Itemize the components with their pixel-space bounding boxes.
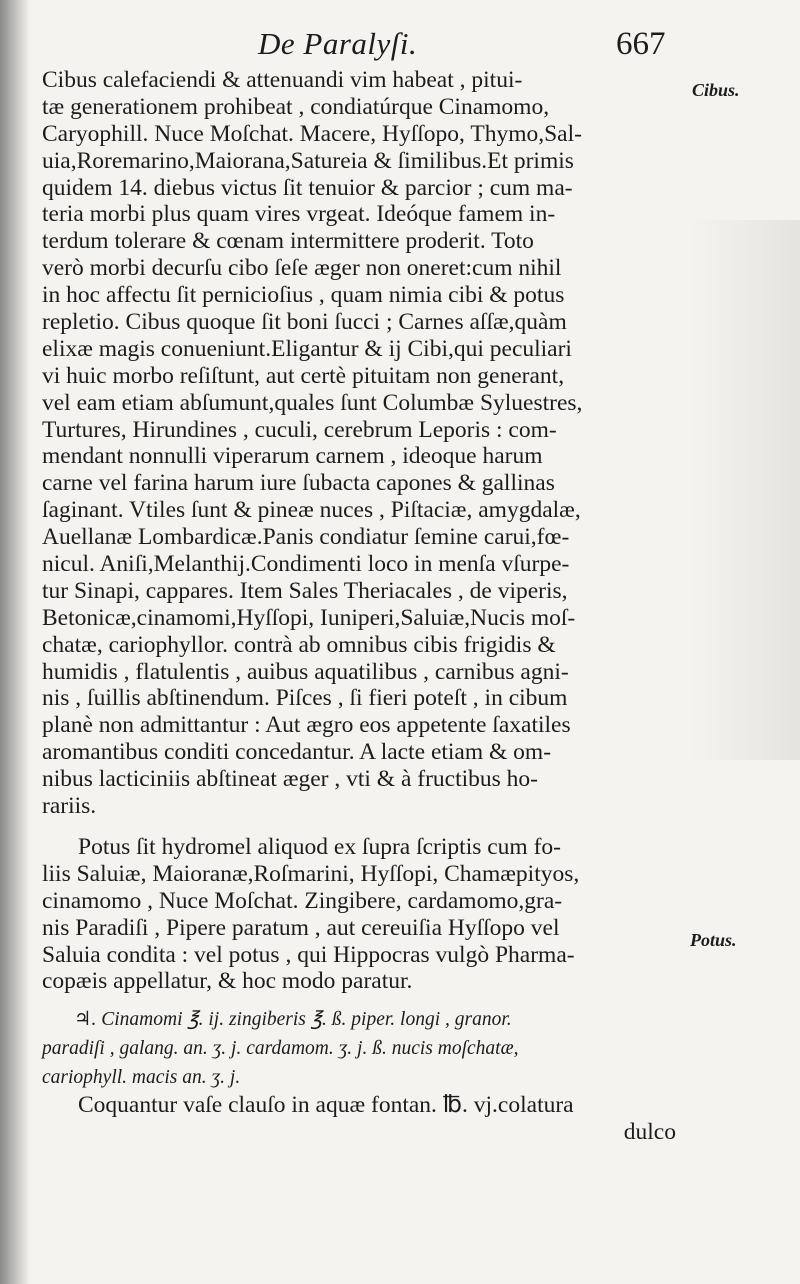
catchword: dulco: [623, 1119, 676, 1146]
potus-line: liis Saluiæ, Maioranæ,Roſmarini, Hyſſopi, Chamæpityos,: [42, 860, 580, 887]
body-text: [42, 67, 684, 1146]
text-line: nis , ſuillis abſtinendum. Piſces , ſi fieri poteſt , in cibum: [42, 685, 568, 712]
closing-line: Coquantur vaſe clauſo in aquæ fontan. ℔. vj.colatura: [78, 1092, 574, 1119]
text-line: repletio. Cibus quoque ſit boni ſucci ; Carnes aſſæ,quàm: [42, 309, 567, 336]
text-line: rariis.: [42, 793, 97, 820]
text-line: tæ generationem prohibeat , condiatúrque Cinamomo,: [42, 93, 550, 120]
page-number: 667: [616, 26, 666, 62]
text-line: Turtures, Hirundines , cuculi, cerebrum Leporis : com-: [42, 416, 557, 443]
text-line: chatæ, cariophyllor. contrà ab omnibus cibis frigidis &: [42, 631, 556, 658]
text-line: terdum tolerare & cœnam intermittere proderit. Toto: [42, 228, 534, 255]
page-gutter-shadow: [0, 0, 30, 1284]
text-line: mendant nonnulli viperarum carnem , ideoque harum: [42, 443, 543, 470]
text-line: carne vel farina harum iure ſubacta capones & gallinas: [42, 470, 555, 497]
running-head: De Paralyſi.: [258, 26, 418, 61]
text-line: Cibus calefaciendi & attenuandi vim habeat , pitui-: [42, 67, 523, 93]
text-line: aromantibus conditi concedantur. A lacte etiam & om-: [42, 739, 552, 766]
recipe-line: ♃. Cinamomi ℥. ij. zingiberis ℥. ß. piper. longi , granor.: [74, 1009, 512, 1031]
text-line: Auellanæ Lombardicæ.Panis condiatur ſemine carui,fœ-: [42, 524, 570, 551]
potus-line: Saluia condita : vel potus , qui Hippocras vulgò Pharma-: [42, 941, 575, 968]
text-line: uia,Roremarino,Maiorana,Satureia & ſimilibus.Et primis: [42, 147, 574, 174]
recipe-block: [42, 1005, 684, 1092]
text-line: planè non admittantur : Aut ægro eos appetente ſaxatiles: [42, 712, 571, 739]
recipe-line: cariophyll. macis an. ʒ. j.: [42, 1067, 241, 1089]
potus-line: cinamomo , Nuce Moſchat. Zingibere, cardamomo,gra-: [42, 887, 563, 914]
potus-line: Potus ſit hydromel aliquod ex ſupra ſcriptis cum fo-: [78, 833, 561, 860]
show-through-shading: [690, 220, 800, 760]
recipe-line: paradiſi , galang. an. ʒ. j. cardamom. ʒ. j. ß. nucis moſchatæ,: [42, 1038, 519, 1060]
text-line: nicul. Aniſi,Melanthij.Condimenti loco in menſa vſurpe-: [42, 551, 570, 578]
text-line: nibus lacticiniis abſtineat æger , vti & à fructibus ho-: [42, 766, 539, 793]
text-line: elixæ magis conueniunt.Eligantur & ij Cibi,qui peculiari: [42, 335, 572, 362]
text-line: quidem 14. diebus victus ſit tenuior & parcior ; cum ma-: [42, 174, 573, 201]
sidenote-cibus: Cibus.: [692, 80, 740, 100]
text-line: in hoc affectu ſit pernicioſius , quam nimia cibi & potus: [42, 282, 565, 309]
text-line: Betonicæ,cinamomi,Hyſſopi, Iuniperi,Saluiæ,Nucis moſ-: [42, 604, 576, 631]
text-line: Caryophill. Nuce Moſchat. Macere, Hyſſopo, Thymo,Sal-: [42, 120, 582, 147]
sidenote-potus: Potus.: [690, 930, 737, 950]
potus-line: nis Paradiſi , Pipere paratum , aut cereuiſia Hyſſopo vel: [42, 914, 560, 941]
text-line: vel eam etiam abſumunt,quales ſunt Columbæ Syluestres,: [42, 389, 583, 416]
text-line: ſaginant. Vtiles ſunt & pineæ nuces , Piſtaciæ, amygdalæ,: [42, 497, 581, 524]
text-line: humidis , flatulentis , auibus aquatilibus , carnibus agni-: [42, 658, 569, 685]
text-line: teria morbi plus quam vires vrgeat. Ideóque famem in-: [42, 201, 556, 228]
text-line: verò morbi decurſu cibo ſeſe æger non oneret:cum nihil: [42, 255, 562, 282]
text-line: vi huic morbo reſiſtunt, aut certè pituitam non generant,: [42, 362, 565, 389]
potus-line: copæis appellatur, & hoc modo paratur.: [42, 968, 413, 995]
text-line: tur Sinapi, cappares. Item Sales Theriacales , de viperis,: [42, 577, 568, 604]
